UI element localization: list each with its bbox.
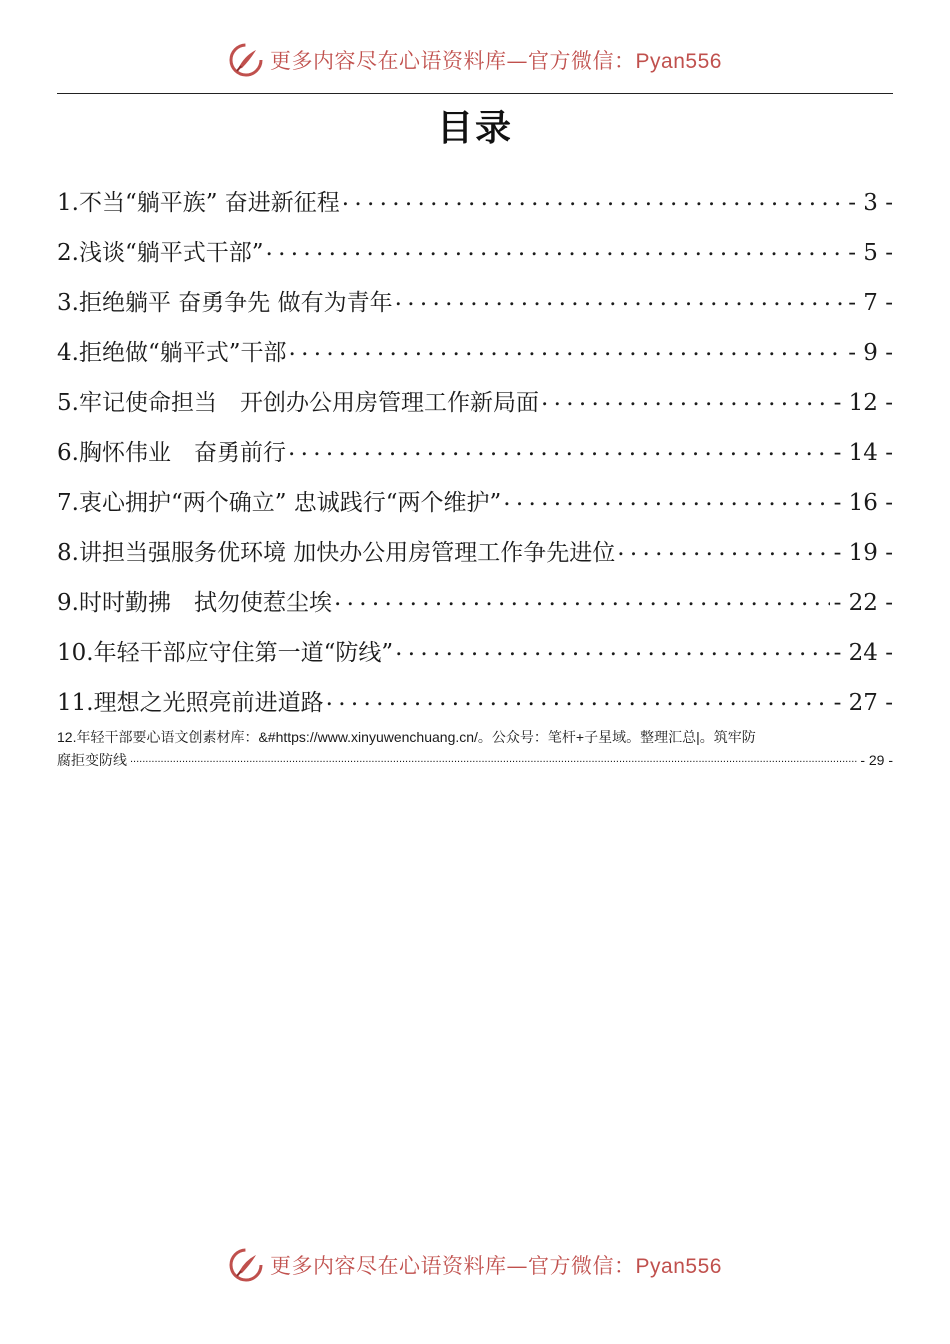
- toc-entry[interactable]: [57, 632, 893, 682]
- header-banner-inner: [228, 42, 722, 78]
- toc-leader-dots: [503, 487, 829, 510]
- toc-entry-text: 6.胸怀伟业 奋勇前行: [57, 440, 286, 466]
- toc-entry-page: - 16 -: [833, 490, 893, 516]
- toc-leader-dots: [342, 187, 844, 210]
- footer-banner-text: 更多内容尽在心语资料库—官方微信：Pyan556: [270, 1254, 722, 1278]
- toc-entry-page: - 7 -: [848, 290, 893, 316]
- header-divider: [57, 93, 893, 94]
- toc-leader-dots: [395, 287, 845, 310]
- toc-leader-dots: [326, 687, 830, 710]
- toc-entry-text: 5.牢记使命担当 开创办公用房管理工作新局面: [57, 390, 539, 416]
- toc-entry-page: - 12 -: [833, 390, 893, 416]
- toc-title: 目录: [436, 108, 513, 149]
- toc-entry-text: 11.理想之光照亮前进道路: [57, 690, 324, 716]
- toc-entry-last-line1: 12.年轻干部要心语文创素材库：&#https://www.xinyuwenchuang.cn/。公众号：笔杆+子星域。整理汇总|。筑牢防: [57, 729, 756, 745]
- toc-entry[interactable]: [57, 182, 893, 232]
- toc-entry-text: 4.拒绝做“躺平式”干部: [57, 340, 287, 366]
- toc-entry-page: - 27 -: [833, 690, 893, 716]
- toc-entry-text: 10.年轻干部应守住第一道“防线”: [57, 640, 394, 666]
- toc-leader-dots: [541, 387, 830, 410]
- footer-wechat-id: Pyan556: [635, 1255, 722, 1278]
- toc-list: [57, 182, 893, 732]
- toc-entry-last-line2: 腐拒变防线: [57, 752, 127, 768]
- toc-entry-text: 9.时时勤拂 拭勿使惹尘埃: [57, 590, 332, 616]
- brush-logo-icon: [228, 42, 264, 78]
- toc-entry-page: - 24 -: [833, 640, 893, 666]
- footer-banner-inner: [228, 1247, 722, 1283]
- toc-entry-page: - 22 -: [833, 590, 893, 616]
- toc-entry-text: 1.不当“躺平族” 奋进新征程: [57, 190, 340, 216]
- toc-entry[interactable]: [57, 682, 893, 732]
- toc-entry[interactable]: [57, 332, 893, 382]
- header-wechat-id: Pyan556: [635, 50, 722, 73]
- toc-leader-dots: [130, 751, 857, 765]
- toc-leader-dots: [617, 537, 829, 560]
- footer-banner: [0, 1243, 950, 1287]
- toc-leader-dots: [288, 437, 830, 460]
- toc-entry-page: - 14 -: [833, 440, 893, 466]
- header-banner-text: 更多内容尽在心语资料库—官方微信：Pyan556: [270, 49, 722, 73]
- brush-logo-icon: [228, 1247, 264, 1283]
- toc-entry-text: 3.拒绝躺平 奋勇争先 做有为青年: [57, 290, 393, 316]
- toc-entry[interactable]: [57, 282, 893, 332]
- toc-leader-dots: [288, 337, 844, 360]
- toc-entry-page: - 3 -: [848, 190, 893, 216]
- toc-leader-dots: [265, 237, 844, 260]
- toc-entry-page: - 9 -: [848, 340, 893, 366]
- toc-entry-text: 7.衷心拥护“两个确立” 忠诚践行“两个维护”: [57, 490, 502, 516]
- toc-entry-page: - 5 -: [848, 240, 893, 266]
- toc-entry-text: 8.讲担当强服务优环境 加快办公用房管理工作争先进位: [57, 540, 616, 566]
- toc-entry-last-page: - 29 -: [860, 752, 893, 768]
- toc-leader-dots: [395, 637, 829, 660]
- toc-entry-last-line2-row: [57, 749, 893, 772]
- toc-entry[interactable]: [57, 482, 893, 532]
- toc-entry[interactable]: [57, 382, 893, 432]
- toc-entry[interactable]: [57, 532, 893, 582]
- toc-entry[interactable]: [57, 582, 893, 632]
- toc-entry-page: - 19 -: [833, 540, 893, 566]
- toc-entry-last[interactable]: [57, 726, 893, 772]
- toc-entry[interactable]: [57, 432, 893, 482]
- toc-entry-text: 2.浅谈“躺平式干部”: [57, 240, 264, 266]
- toc-entry[interactable]: [57, 232, 893, 282]
- header-banner: [0, 38, 950, 82]
- toc-leader-dots: [334, 587, 830, 610]
